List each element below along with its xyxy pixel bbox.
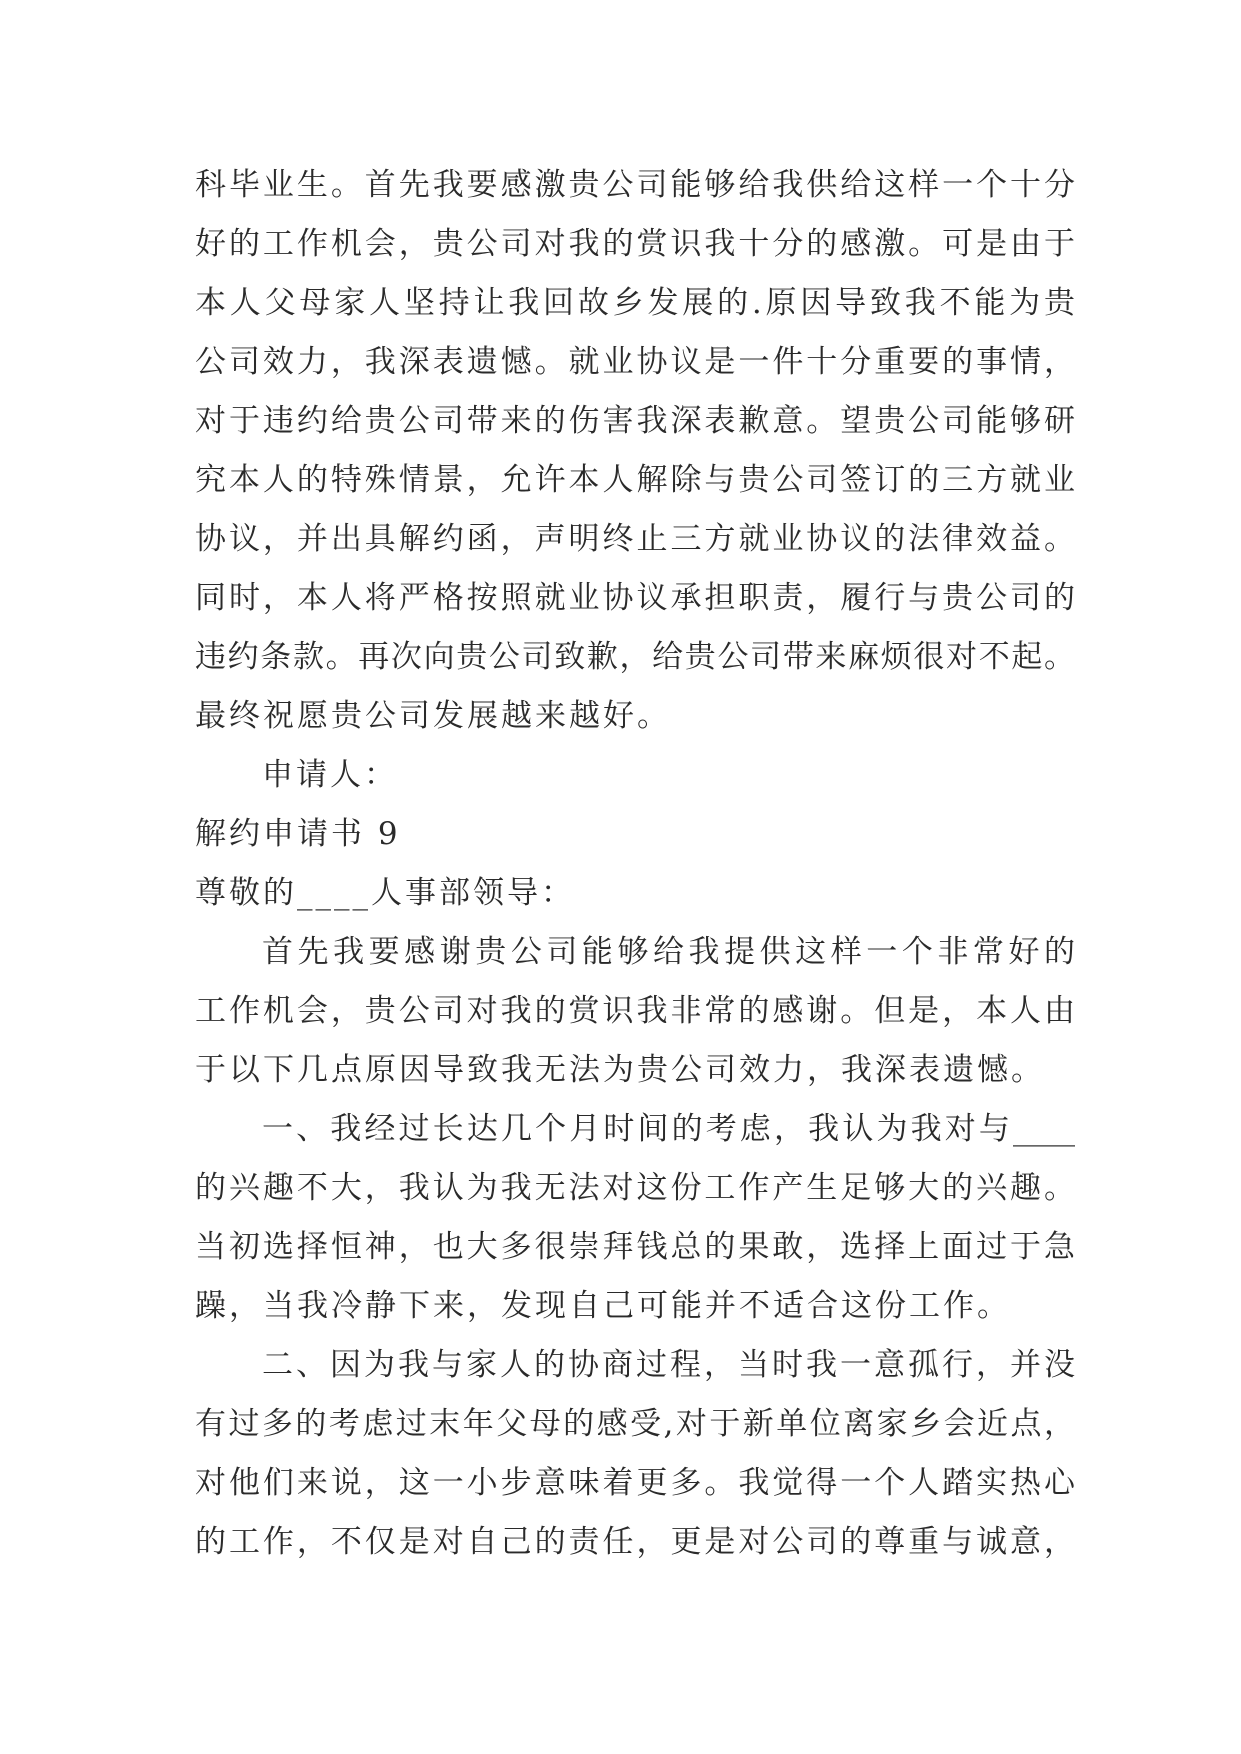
text-line: 一、我经过长达几个月时间的考虑，我认为我对与____ xyxy=(262,1111,1075,1147)
salutation: 尊敬的____人事部领导： xyxy=(195,875,575,911)
continued-paragraph xyxy=(195,156,1075,746)
document-body xyxy=(195,156,1075,1572)
text-line: 好的工作机会，贵公司对我的赏识我十分的感激。可是由于 xyxy=(195,226,1075,262)
paragraph-reason-one xyxy=(195,1100,1075,1336)
text-line: 的工作，不仅是对自己的责任，更是对公司的尊重与诚意， xyxy=(195,1524,1075,1560)
applicant-label: 申请人： xyxy=(262,757,398,793)
text-line: 的兴趣不大，我认为我无法对这份工作产生足够大的兴趣。 xyxy=(195,1170,1075,1206)
text-line: 对他们来说，这一小步意味着更多。我觉得一个人踏实热心 xyxy=(195,1465,1075,1501)
text-line: 于以下几点原因导致我无法为贵公司效力，我深表遗憾。 xyxy=(195,1052,1045,1088)
text-line: 工作机会，贵公司对我的赏识我非常的感谢。但是，本人由 xyxy=(195,993,1075,1029)
document-heading: 解约申请书 9 xyxy=(195,816,401,852)
text-line: 协议，并出具解约函，声明终止三方就业协议的法律效益。 xyxy=(195,521,1075,557)
text-line: 对于违约给贵公司带来的伤害我深表歉意。望贵公司能够研 xyxy=(195,403,1075,439)
paragraph-reason-two xyxy=(195,1336,1075,1572)
text-line: 二、因为我与家人的协商过程，当时我一意孤行，并没 xyxy=(262,1347,1075,1383)
text-line: 违约条款。再次向贵公司致歉，给贵公司带来麻烦很对不起。 xyxy=(195,639,1075,675)
text-line: 最终祝愿贵公司发展越来越好。 xyxy=(195,698,671,734)
text-line: 科毕业生。首先我要感激贵公司能够给我供给这样一个十分 xyxy=(195,167,1075,203)
text-line: 公司效力，我深表遗憾。就业协议是一件十分重要的事情， xyxy=(195,344,1075,380)
text-line: 究本人的特殊情景，允许本人解除与贵公司签订的三方就业 xyxy=(195,462,1075,498)
text-line: 本人父母家人坚持让我回故乡发展的.原因导致我不能为贵 xyxy=(195,285,1075,321)
text-line: 躁，当我冷静下来，发现自己可能并不适合这份工作。 xyxy=(195,1288,1011,1324)
text-line: 当初选择恒神，也大多很崇拜钱总的果敢，选择上面过于急 xyxy=(195,1229,1075,1265)
text-line: 首先我要感谢贵公司能够给我提供这样一个非常好的 xyxy=(262,934,1075,970)
paragraph-intro xyxy=(195,923,1075,1100)
text-line: 有过多的考虑过末年父母的感受,对于新单位离家乡会近点， xyxy=(195,1406,1075,1442)
text-line: 同时，本人将严格按照就业协议承担职责，履行与贵公司的 xyxy=(195,580,1075,616)
